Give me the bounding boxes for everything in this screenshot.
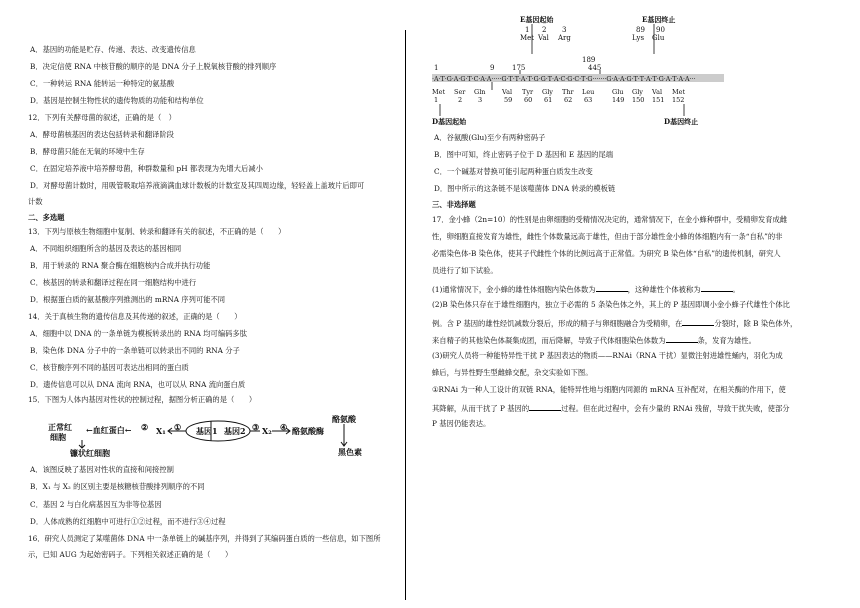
q14-option-d: D．遗传信息可以从 DNA 流向 RNA，也可以从 RNA 流向蛋白质 [30,380,246,389]
top-aa-5: Glu [652,34,665,42]
q14-option-c: C．核苷酸序列不同的基因可表达出相同的蛋白质 [30,363,189,372]
top-num-3: 3 [562,26,567,34]
bottom-num-3: 3 [478,96,483,104]
label-x2: X₂ [262,426,272,436]
bottom-num-63: 63 [584,96,593,104]
q16-stem-line2: 示，已知 AUG 为起始密码子。下列相关叙述正确的是（ ） [28,550,233,559]
answer-blank-1[interactable] [596,284,628,292]
label-step-1: ① [174,422,182,432]
q17-part3-line2: 蜂后，与异性野生型雌蜂交配，杂交实验如下图。 [432,368,593,377]
top-aa-4: Lys [632,34,645,42]
q11-option-c: C．一种转运 RNA 能转运一种特定的氨基酸 [30,79,175,88]
answer-blank-4[interactable] [666,335,698,343]
top-aa-1: Met [520,34,535,42]
q17-part2-line1: (2)B 染色体只存在于雄性细胞内，独立于必需的 5 条染色体之外，其上的 P 基因即调小金小蜂子代雄性个体比 [432,300,790,309]
label-tyrosinase: 酪氨酸酶 [292,426,324,436]
q12-option-c: C．在固定培养液中培养酵母菌，种群数量和 pH 都表现为先增大后减小 [30,164,263,173]
q15-option-d: D．人体成熟的红细胞中可进行①②过程，而不进行③④过程 [30,517,226,526]
q17-part2-line2-end: 分裂时，除 B 染色体外， [714,319,798,328]
q14-stem: 14．关于真核生物的遗传信息及其传递的叙述，正确的是（ ） [28,312,242,321]
label-gene1: 基因1 [196,426,218,436]
top-num-4: 89 [636,26,645,34]
top-num-2: 2 [542,26,547,34]
q11-option-b: B．决定信使 RNA 中核苷酸的顺序的是 DNA 分子上脱氧核苷酸的排列顺序 [30,62,277,71]
label-gene2: 基因2 [224,426,246,436]
bottom-aa-10: Gly [632,88,643,96]
bottom-num-61: 61 [544,96,553,104]
bottom-aa-9: Glu [612,88,624,96]
label-step-3: ③ [252,422,260,432]
q17-intro-line4: 员进行了如下试验。 [432,266,498,275]
bottom-aa-7: Thr [562,88,574,96]
section-multi-choice: 二、多选题 [28,213,65,222]
bottom-num-151: 151 [652,96,665,104]
section-non-choice: 三、非选择题 [432,200,476,209]
q15-gene-control-diagram [48,410,368,460]
pos-num-1: 1 [434,64,439,72]
q16-dna-sequence-diagram [432,12,732,130]
bottom-aa-11: Val [652,88,663,96]
q15-option-c: C．基因 2 与白化病基因互为非等位基因 [30,500,162,509]
answer-blank-3[interactable] [682,318,714,326]
answer-blank-2[interactable] [701,284,733,292]
q12-option-b: B．酵母菌只能在无氧的环境中生存 [30,147,145,156]
q14-option-b: B．染色体 DNA 分子中的一条单链可以转录出不同的 RNA 分子 [30,346,240,355]
q14-option-a: A．细胞中以 DNA 的一条单链为模板转录出的 RNA 均可编码多肽 [30,329,248,338]
q13-stem: 13．下列与原核生物细胞中复制、转录和翻译有关的叙述，不正确的是（ ） [28,227,286,236]
bottom-num-152: 152 [672,96,685,104]
pos-num-445: 445 [588,64,602,72]
pos-num-175: 175 [512,64,526,72]
bottom-aa-3: Gln [474,88,486,96]
q17-part2-line2 [432,318,797,327]
pos-num-189: 189 [582,56,596,64]
label-d-gene-start: D基因起始 [432,117,467,126]
label-hemoglobin: ←血红蛋白← [86,425,132,435]
bottom-num-59: 59 [504,96,513,104]
q17-subq1-line3: P 基因仍能表达。 [432,419,491,428]
q17-intro-line3: 必需染色体-B 染色体，使其子代雌性个体的比例远高于正常值。为研究 B 染色体“自私”的遗传机制，研究人 [432,249,781,258]
q15-option-a: A．该图反映了基因对性状的直接和间接控制 [30,465,174,474]
bottom-num-150: 150 [632,96,645,104]
q15-option-b: B．X₁ 与 X₂ 的区别主要是核糖核苷酸排列顺序的不同 [30,482,205,491]
dna-sequence: ·A·T·G·A·G·T·C·A·A·····G·T·T·A·T·G·G·T·A·C·G·C·T·G·······G·A·A·G·T·T·A·T·G·A·T·A·A··· [432,76,696,83]
q17-intro-line2: 性，卵细胞直接发育为雄性，雌性个体数量远高于雄性，但由于部分雄性金小蜂的体细胞内有一条“自私”的非 [432,232,783,241]
q17-part2-line3-end: 条，发育为雄性。 [697,336,756,345]
bottom-aa-1: Met [432,88,446,96]
column-divider [405,30,406,600]
q17-part1-prefix: (1)通常情况下，金小蜂的雄性体细胞内染色体数为 [432,285,596,294]
q17-part1 [432,284,740,293]
label-sickle-rbc: 镰状红细胞 [70,448,110,458]
label-melanin: 黑色素 [338,447,362,457]
q17-intro-line1: 17．金小蜂（2n=10）的性别是由卵细胞的受精情况决定的，通常情况下，在金小蜂种群中，受精卵发育成雌 [432,215,788,224]
label-step-2: ② [141,422,149,432]
top-aa-2: Val [538,34,549,42]
q17-part2-line3-prefix: 来自精子的其他染色体凝集成团，而后降解，导致子代体细胞染色体数为 [432,336,666,345]
q17-subq1-line2 [432,403,790,412]
label-normal-rbc: 正常红 [48,422,72,432]
bottom-num-62: 62 [564,96,573,104]
bottom-aa-12: Met [672,88,686,96]
q17-part2-line3 [432,335,756,344]
q13-option-c: C．核基因的转录和翻译过程在同一细胞结构中进行 [30,278,197,287]
q13-option-d: D．根据蛋白质的氨基酸序列推测出的 mRNA 序列可能不同 [30,295,226,304]
top-aa-3: Arg [558,34,571,42]
label-step-4: ④ [280,422,288,432]
q17-part1-end: 。 [732,285,740,294]
q12-stem: 12．下列有关酵母菌的叙述，正确的是（ ） [28,113,176,122]
q17-subq1-line1: ①RNAi 为一种人工设计的双链 RNA，能特异性地与细胞内同源的 mRNA 互补配对，在相关酶的作用下，使 [432,385,786,394]
q16-option-d: D．图中所示的这条链不是该噬菌体 DNA 转录的模板链 [434,184,616,193]
q13-option-a: A．不同组织细胞所含的基因及表达的基因相同 [30,244,182,253]
q12-option-d: D．对酵母菌计数时，用吸管吸取培养液滴满血球计数板的计数室及其四周边缘，轻轻盖上盖玻片后即可 [30,181,365,190]
bottom-num-2: 2 [458,96,463,104]
pos-num-9: 9 [490,64,495,72]
q16-option-a: A．谷氨酸(Glu)至少有两种密码子 [434,133,546,142]
q17-part3-line1: (3)研究人员将一种能特异性干扰 P 基因表达的物质——RNAi（RNA 干扰）显微注射进雄性蛹内，羽化为成 [432,351,783,360]
q11-option-d: D．基因是控制生物性状的遗传物质的功能和结构单位 [30,96,204,105]
bottom-num-149: 149 [612,96,625,104]
bottom-aa-8: Leu [582,88,595,96]
label-e-gene-start: E基因起始 [520,15,554,24]
bottom-num-60: 60 [524,96,533,104]
answer-blank-5[interactable] [529,403,561,411]
label-e-gene-end: E基因终止 [642,15,676,24]
label-x1: X₁ [156,426,166,436]
q16-stem-line1: 16．研究人员测定了某噬菌体 DNA 中一条单链上的碱基序列，并得到了其编码蛋白质的一些信息，如下图所 [28,534,381,543]
q17-subq1-line2-end: 过程。但在此过程中，会有少量的 RNAi 残留，导致干扰失败，使部分 [561,404,790,413]
top-num-5: 90 [656,26,665,34]
q16-option-b: B．图中可知，终止密码子位于 D 基因和 E 基因的尾端 [434,150,614,159]
q17-part1-mid: ，这种雄性个体被称为 [627,285,701,294]
q16-option-c: C．一个碱基对替换可能引起两种蛋白质发生改变 [434,167,593,176]
q11-option-a: A．基因的功能是贮存、传递、表达、改变遗传信息 [30,45,196,54]
label-d-gene-end: D基因终止 [664,117,699,126]
bottom-aa-5: Tyr [522,88,534,96]
bottom-aa-4: Val [502,88,513,96]
q12-option-a: A．酵母菌核基因的表达包括转录和翻译阶段 [30,130,174,139]
bottom-aa-6: Gly [542,88,553,96]
bottom-num-1: 1 [434,96,439,104]
top-num-1: 1 [525,26,530,34]
q17-part2-line2-prefix: 例。含 P 基因的雄性经饥减数分裂后，形成的精子与卵细胞融合为受精卵，在 [432,319,683,328]
label-tyrosine: 酪氨酸 [332,414,356,424]
q15-stem: 15．下图为人体内基因对性状的控制过程，据图分析正确的是（ ） [28,395,257,404]
q13-option-b: B．用于转录的 RNA 聚合酶在细胞核内合成并执行功能 [30,261,211,270]
label-normal-rbc-2: 细胞 [50,432,66,442]
q17-subq1-line2-prefix: 其降解，从而干扰了 P 基因的 [432,404,530,413]
bottom-aa-2: Ser [454,88,466,96]
q12-continuation: 计数 [28,197,43,206]
